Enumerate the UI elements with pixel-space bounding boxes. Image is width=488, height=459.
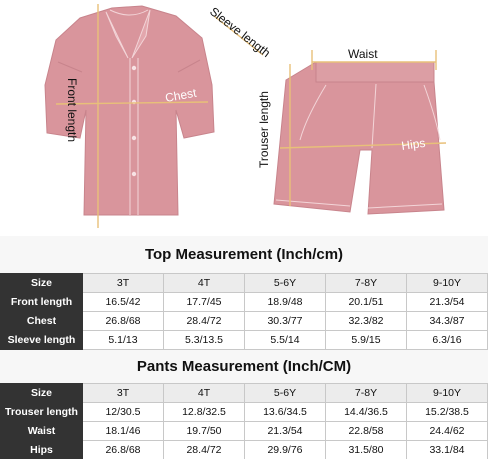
measurement-tables [0, 236, 488, 459]
size-cell: 3T [83, 384, 164, 403]
row-label-cell: Front length [1, 293, 83, 312]
trouser-length-label: Trouser length [257, 91, 271, 168]
pants-table-title: Pants Measurement (Inch/CM) [136, 358, 352, 375]
value-cell: 5.1/13 [83, 331, 164, 350]
value-cell: 12.8/32.5 [164, 403, 245, 422]
row-label-cell: Hips [1, 441, 83, 459]
value-cell: 5.9/15 [326, 331, 407, 350]
size-cell: 7-8Y [326, 274, 407, 293]
row-label-cell: Waist [1, 422, 83, 441]
value-cell: 22.8/58 [326, 422, 407, 441]
value-cell: 16.5/42 [83, 293, 164, 312]
value-cell: 18.9/48 [245, 293, 326, 312]
size-cell: 9-10Y [407, 274, 488, 293]
value-cell: 13.6/34.5 [245, 403, 326, 422]
table-row [1, 422, 488, 441]
pants-measurement-table [0, 383, 488, 459]
value-cell: 34.3/87 [407, 312, 488, 331]
value-cell: 6.3/16 [407, 331, 488, 350]
value-cell: 24.4/62 [407, 422, 488, 441]
table-header-row [1, 384, 488, 403]
value-cell: 26.8/68 [83, 441, 164, 459]
table-row [1, 331, 488, 350]
value-cell: 29.9/76 [245, 441, 326, 459]
value-cell: 5.5/14 [245, 331, 326, 350]
table-row [1, 403, 488, 422]
table-row [1, 312, 488, 331]
table-header-row [1, 274, 488, 293]
row-label-cell: Chest [1, 312, 83, 331]
value-cell: 20.1/51 [326, 293, 407, 312]
value-cell: 33.1/84 [407, 441, 488, 459]
waist-label: Waist [348, 47, 378, 61]
value-cell: 5.3/13.5 [164, 331, 245, 350]
hips-label: Hips [400, 135, 427, 153]
size-cell: 3T [83, 274, 164, 293]
top-measurement-table [0, 273, 488, 350]
top-table-title: Top Measurement (Inch/cm) [144, 246, 344, 263]
row-label-cell: Sleeve length [1, 331, 83, 350]
value-cell: 28.4/72 [164, 441, 245, 459]
sleeve-length-label: Sleeve length [207, 4, 274, 61]
value-cell: 28.4/72 [164, 312, 245, 331]
value-cell: 32.3/82 [326, 312, 407, 331]
chest-label: Chest [164, 85, 198, 105]
table-header-cell: Size [1, 384, 83, 403]
value-cell: 14.4/36.5 [326, 403, 407, 422]
value-cell: 12/30.5 [83, 403, 164, 422]
size-cell: 5-6Y [245, 274, 326, 293]
value-cell: 19.7/50 [164, 422, 245, 441]
value-cell: 18.1/46 [83, 422, 164, 441]
value-cell: 30.3/77 [245, 312, 326, 331]
table-row [1, 293, 488, 312]
value-cell: 15.2/38.5 [407, 403, 488, 422]
front-length-label: Front length [65, 78, 79, 143]
value-cell: 31.5/80 [326, 441, 407, 459]
size-cell: 4T [164, 384, 245, 403]
size-cell: 7-8Y [326, 384, 407, 403]
value-cell: 17.7/45 [164, 293, 245, 312]
value-cell: 26.8/68 [83, 312, 164, 331]
table-row [1, 441, 488, 459]
size-cell: 4T [164, 274, 245, 293]
value-cell: 21.3/54 [407, 293, 488, 312]
row-label-cell: Trouser length [1, 403, 83, 422]
size-cell: 5-6Y [245, 384, 326, 403]
value-cell: 21.3/54 [245, 422, 326, 441]
size-cell: 9-10Y [407, 384, 488, 403]
table-header-cell: Size [1, 274, 83, 293]
